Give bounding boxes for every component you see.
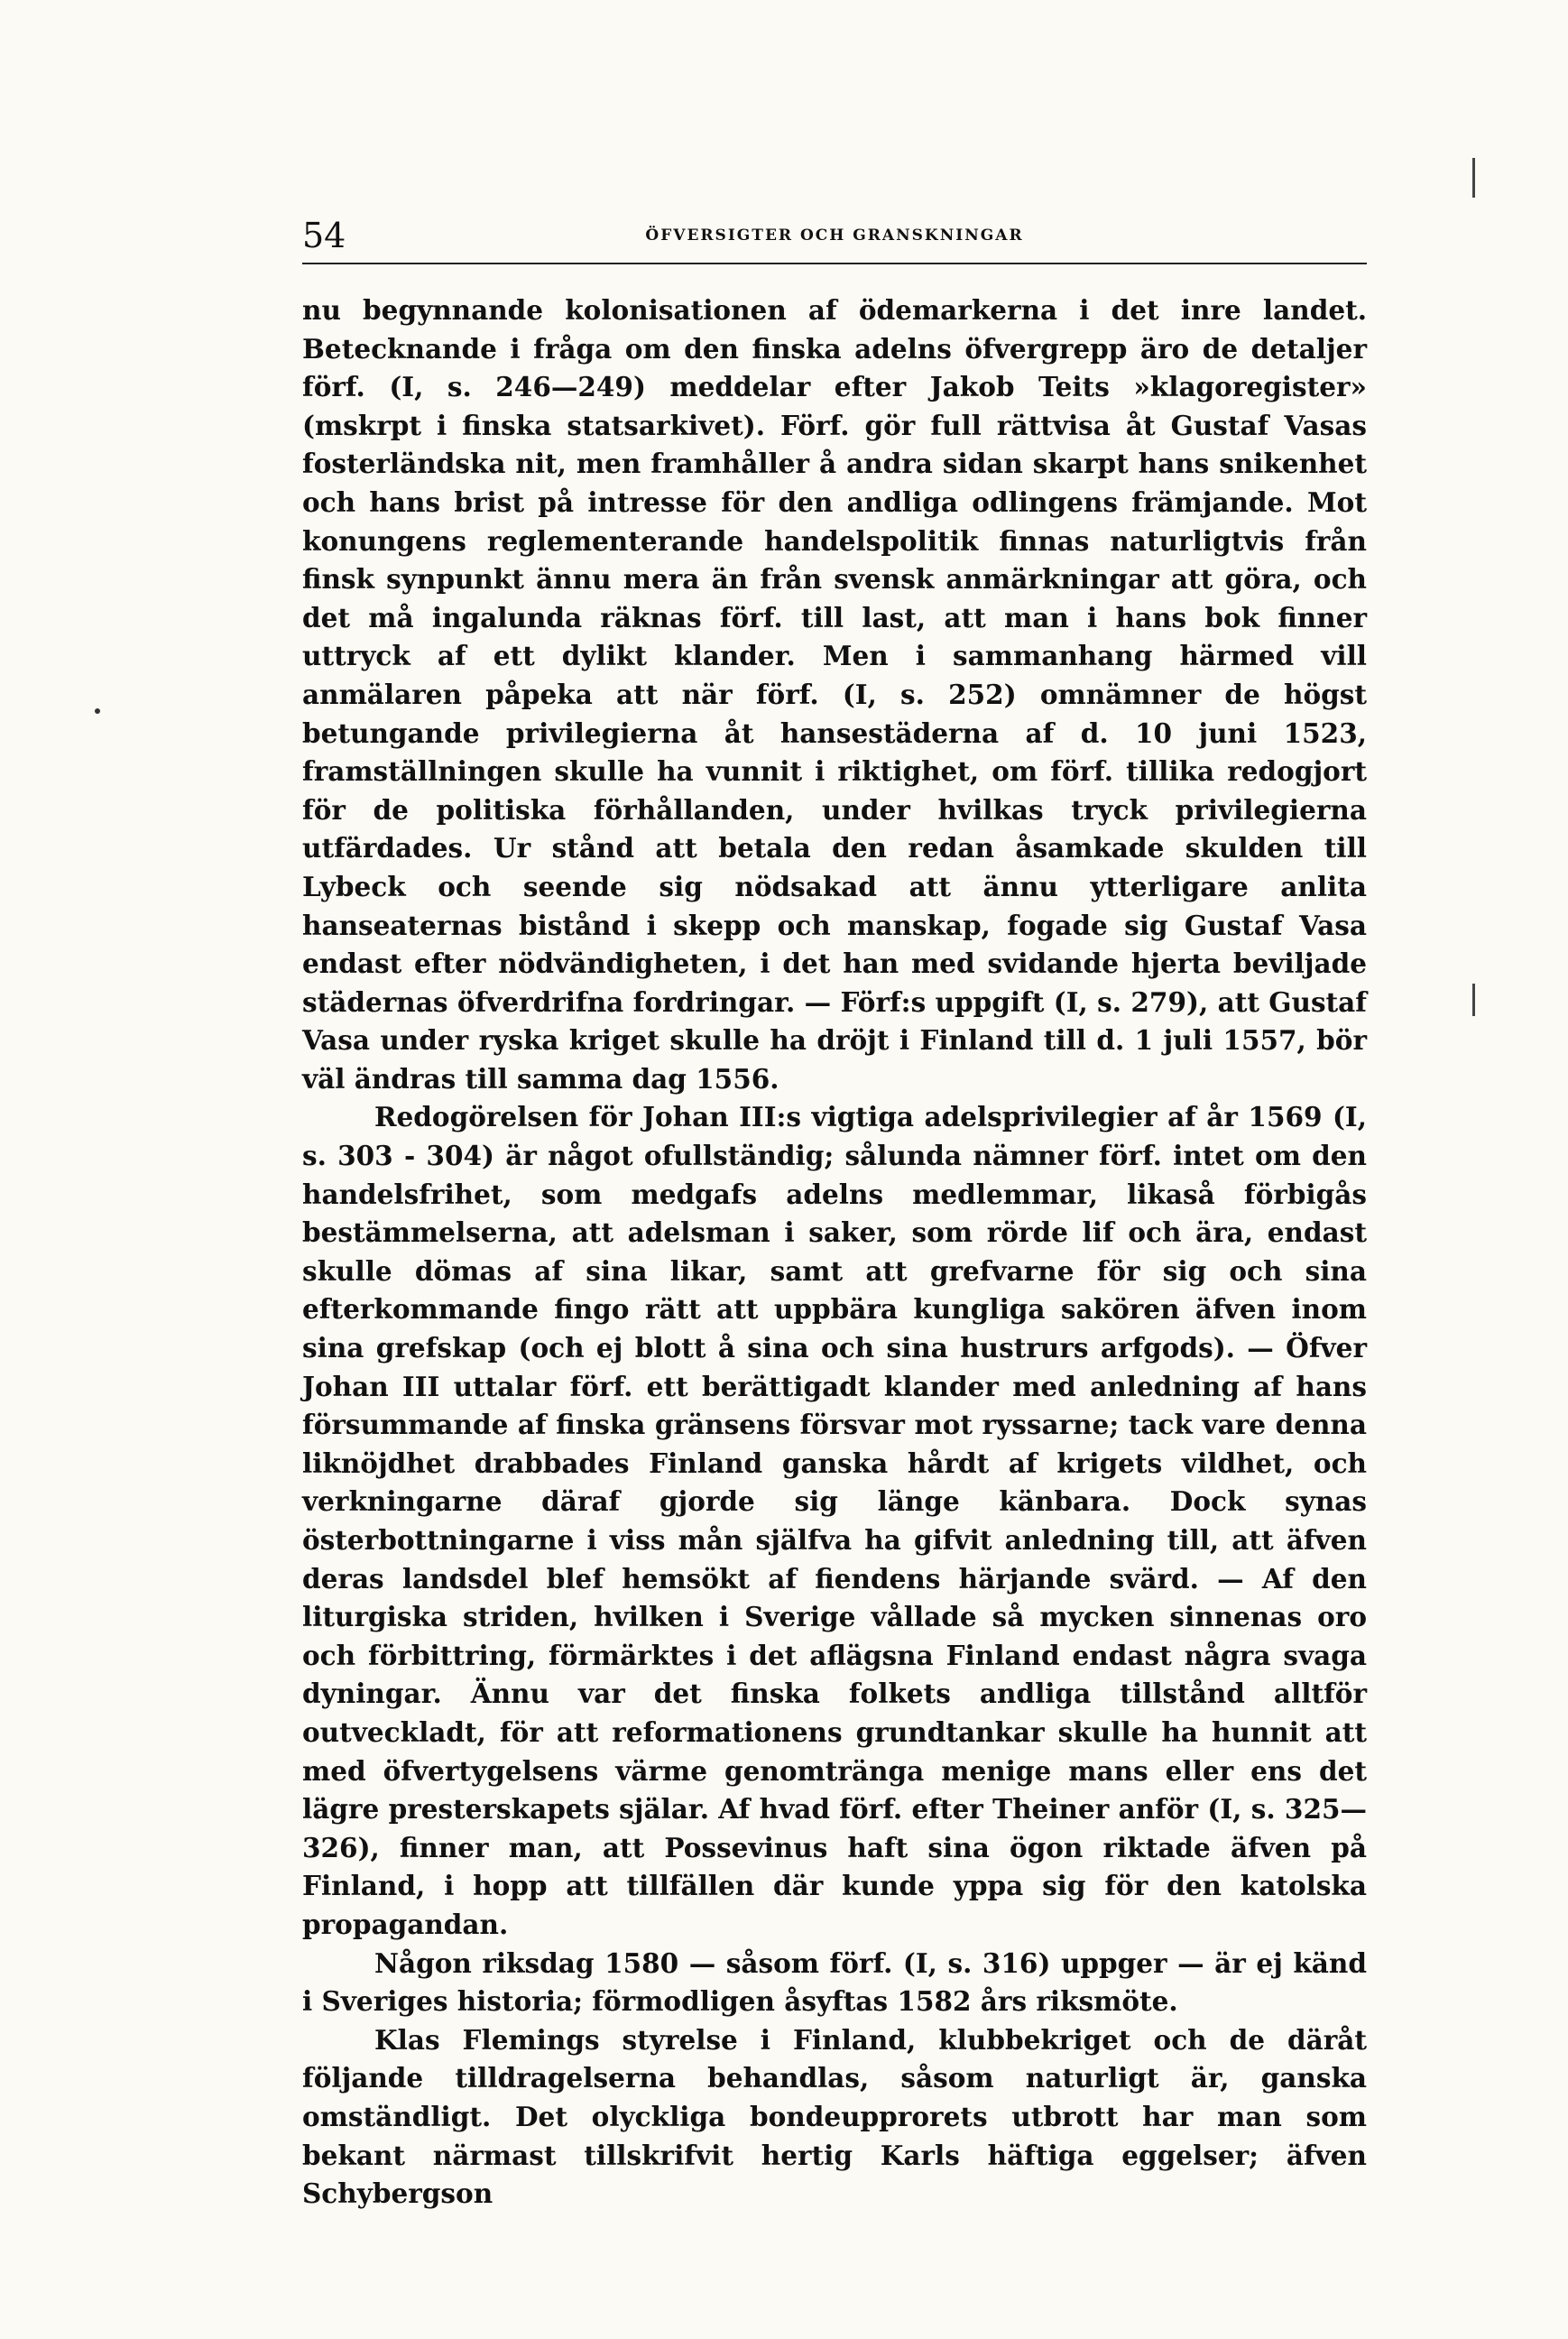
margin-mark — [1472, 984, 1475, 1016]
page — [302, 212, 1367, 2214]
page-number: 54 — [302, 216, 346, 255]
body-text — [302, 291, 1367, 2214]
paragraph: nu begynnande kolonisationen af ödemarkerna i det inre landet. Betecknande i fråga om den finska adelns öfvergrepp äro de detaljer förf. (I, s. 246—249) meddelar efter Jakob Teits »klagoregister» (mskrpt i finska statsarkivet). Förf. gör full rättvisa åt Gustaf Vasas fosterländska nit, men framhåller å andra sidan skarpt hans snikenhet och hans brist på intresse för den andliga odlingens främjande. Mot konungens reglementerande handelspolitik finnas naturligtvis från finsk synpunkt ännu mera än från svensk anmärkningar att göra, och det må ingalunda räknas förf. till last, att man i hans bok finner uttryck af ett dylikt klander. Men i sammanhang härmed vill anmälaren påpeka att när förf. (I, s. 252) omnämner de högst betungande privilegierna åt hansestäderna af d. 10 juni 1523, framställningen skulle ha vunnit i riktighet, om förf. tillika redogjort för de politiska förhållanden, under hvilkas tryck privilegierna utfärdades. Ur stånd att betala den redan åsamkade skulden till Lybeck och seende sig nödsakad att ännu ytterligare anlita hanseaternas bistånd i skepp och manskap, fogade sig Gustaf Vasa endast efter nödvändigheten, i det han med svidande hjerta beviljade städernas öfverdrifna fordringar. — Förf:s uppgift (I, s. 279), att Gustaf Vasa under ryska kriget skulle ha dröjt i Finland till d. 1 juli 1557, bör väl ändras till samma dag 1556. — [302, 294, 1367, 1095]
header-rule — [302, 263, 1367, 264]
page-header — [302, 212, 1367, 259]
margin-mark — [1472, 158, 1475, 198]
running-head: ÖFVERSIGTER OCH GRANSKNINGAR — [645, 227, 1024, 245]
margin-dot — [95, 708, 100, 714]
paragraph: Någon riksdag 1580 — såsom förf. (I, s. 316) uppger — är ej känd i Sveriges historia; förmodligen åsyftas 1582 års riksmöte. — [302, 1946, 1367, 2018]
paragraph: Klas Flemings styrelse i Finland, klubbekriget och de däråt följande tilldragelserna behandlas, såsom naturligt är, ganska omständligt. Det olyckliga bondeupprorets utbrott har man som bekant närmast tillskrifvit hertig Karls häftiga eggelser; äfven Schybergson — [302, 2023, 1367, 2210]
paragraph: Redogörelsen för Johan III:s vigtiga adelsprivilegier af år 1569 (I, s. 303 - 304) är något ofullständig; sålunda nämner förf. intet om den handelsfrihet, som medgafs adelns medlemmar, likaså förbigås bestämmelserna, att adelsman i saker, som rörde lif och ära, endast skulle dömas af sina likar, samt att grefvarne för sig och sina efterkommande fingo rätt att uppbära kungliga sakören äfven inom sina grefskap (och ej blott å sina och sina hustrurs arfgods). — Öfver Johan III uttalar förf. ett berättigadt klander med anledning af hans försummande af finska gränsens försvar mot ryssarne; tack vare denna liknöjdhet drabbades Finland ganska hårdt af krigets vildhet, och verkningarne däraf gjorde sig länge känbara. Dock synas österbottningarne i viss mån själfva ha gifvit anledning till, att äfven deras landsdel blef hemsökt af fiendens härjande svärd. — Af den liturgiska striden, hvilken i Sverige vållade så mycken sinnenas oro och förbittring, förmärktes i det aflägsna Finland endast några svaga dyningar. Ännu var det finska folkets andliga tillstånd alltför outveckladt, för att reformationens grundtankar skulle ha hunnit att med öfvertygelsens värme genomtränga menige mans eller ens det lägre presterskapets själar. Af hvad förf. efter Theiner anför (I, s. 325—326), finner man, att Possevinus haft sina ögon riktade äfven på Finland, i hopp att tillfällen där kunde yppa sig för den katolska propagandan. — [302, 1101, 1367, 1940]
